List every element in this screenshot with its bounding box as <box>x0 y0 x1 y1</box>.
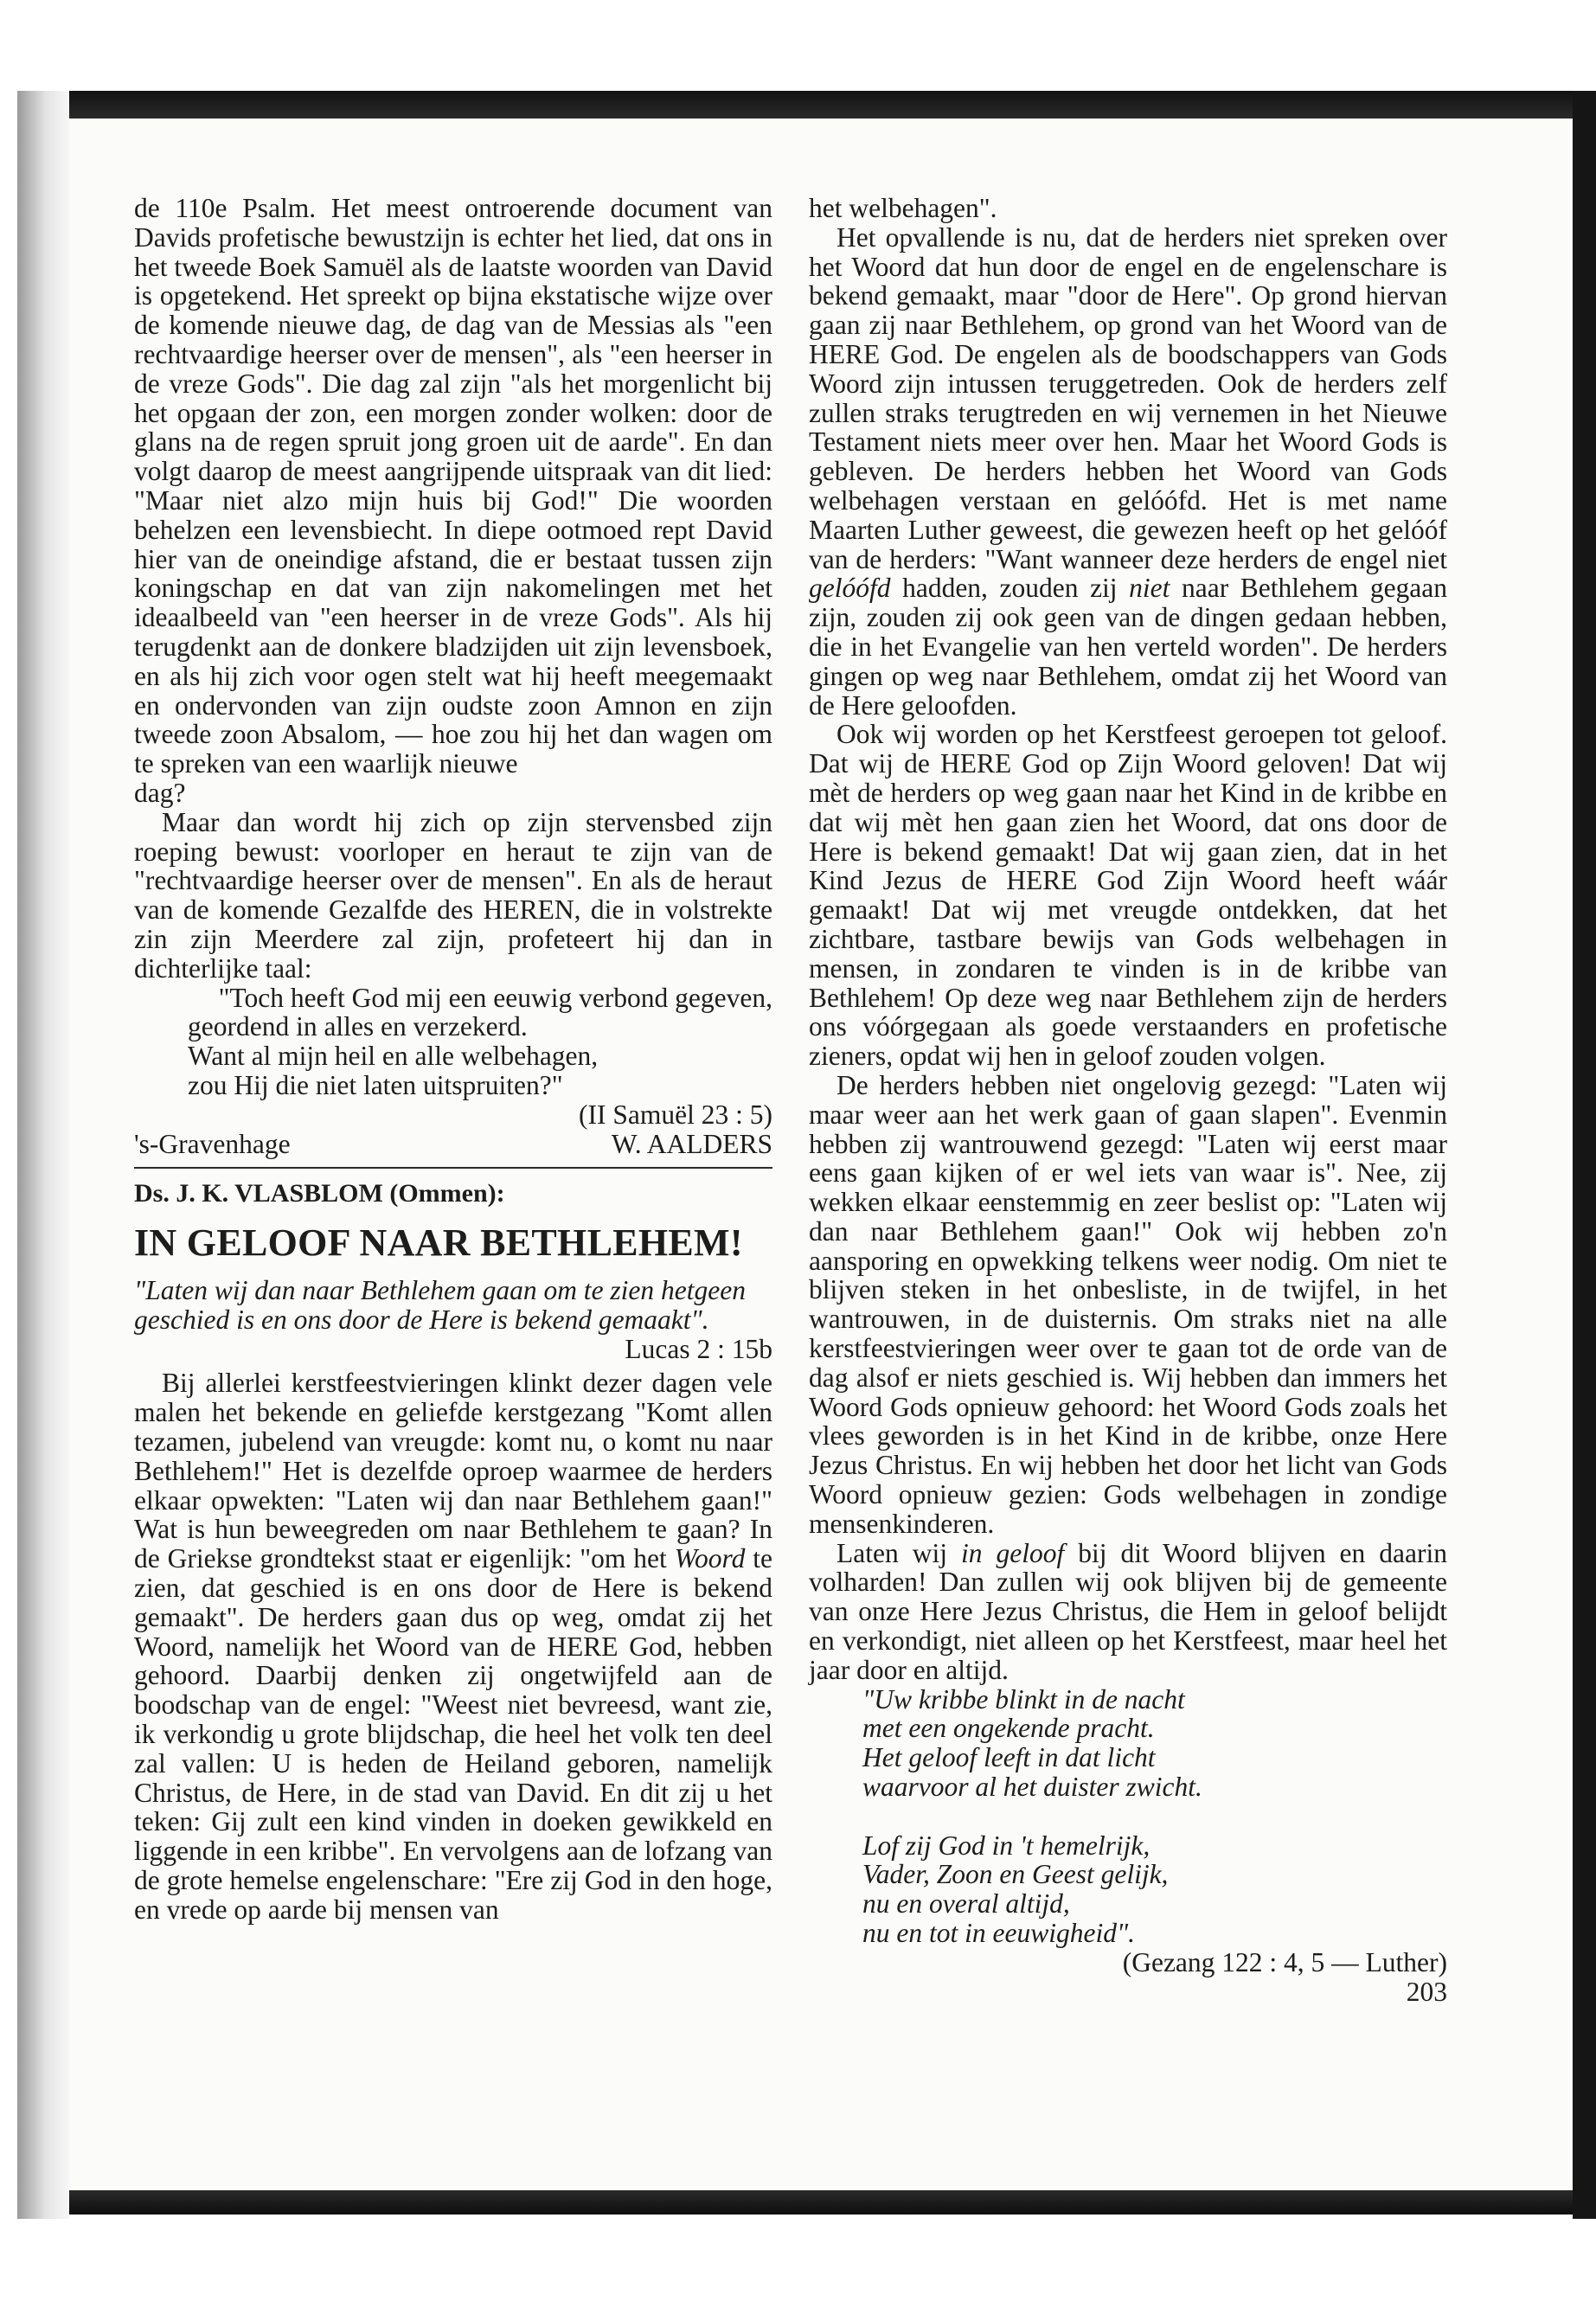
paragraph-continuation: het welbehagen". <box>809 193 997 223</box>
text-run: Laten wij <box>836 1537 947 1568</box>
article-author: Ds. J. K. VLASBLOM (Ommen): <box>134 1179 505 1208</box>
hymn-line: "Uw kribbe blinkt in de nacht <box>862 1683 1185 1715</box>
paragraph-roeping: Maar dan wordt hij zich op zijn stervensbed zijn roeping bewust: voorloper en heraut te zijn van de "rechtvaardige heerser over de mensen". En als de heraut van de komende Gezalfde des HEREN, die in volstrekte zin zijn Meerdere zal zijn, profeteert hij dan in dichterlijke taal: <box>134 806 772 984</box>
hymn-verse-2 <box>809 1831 1447 1948</box>
paragraph-in-geloof <box>809 1539 1447 1685</box>
scan-border-bottom <box>17 2190 1596 2214</box>
poem-line: Want al mijn heil en alle welbehagen, <box>188 1041 599 1072</box>
right-column <box>809 194 1447 2006</box>
book-spine-shadow <box>17 91 69 2219</box>
hymn-line: nu en tot in eeuwigheid". <box>862 1918 1136 1949</box>
paragraph-kerstgezang <box>134 1368 772 1924</box>
emphasis-woord: Woord <box>674 1543 746 1574</box>
page-number: 203 <box>1406 1976 1447 2007</box>
article-motto: "Laten wij dan naar Bethlehem gaan om te zien hetgeen geschied is en ons door de Here is bekend gemaakt". <box>134 1275 746 1335</box>
hymn-reference: (Gezang 122 : 4, 5 — Luther) <box>1122 1946 1447 1977</box>
text-run: Het opvallende is nu, dat de herders niet spreken over het Woord dat hun door de engel en de engelenschare is bekend gemaakt, maar "door de Here". Op grond hiervan gaan zij naar Bethlehem, op grond van het Woord van de HERE God. De engelen als de boodschappers van Gods Woord zijn intussen teruggetreden. Ook de herders zelf zullen straks terugtreden en wij vernemen in het Nieuwe Testament niets meer over hen. Maar het Woord Gods is gebleven. De herders hebben het Woord van Gods welbehagen verstaan en gelóófd. Het is met name Maarten Luther geweest, die gewezen heeft op het gelóóf van de herders: "Want wanneer deze herders de engel niet <box>809 221 1447 574</box>
paragraph-niet-ongelovig: De herders hebben niet ongelovig gezegd: "Laten wij maar weer aan het werk gaan of gaan slapen". Evenmin hebben zij wantrouwend gezegd: "Laten wij eerst maar eens gaan kijken of er wel iets van waar is". Nee, zij wekken elkaar eenstemmig en zeer beslist op: "Laten wij dan naar Bethlehem gaan!" Ook wij hebben zo'n aansporing en opwekking telkens weer nodig. Om niet te blijven steken in het onbesliste, in de twijfel, in het wantrouwen, in de duisternis. Om straks niet na alle kerstfeestvieringen weer over te gaan tot de orde van de dag alsof er niets geschied is. Wij hebben dan immers het Woord Gods opnieuw gehoord: het Woord Gods zoals het vlees geworden is in het Kind in de kribbe, onze Here Jezus Christus. En wij hebben het door het licht van Gods Woord opnieuw gezien: Gods welbehagen in zondige mensenkinderen. <box>809 1069 1447 1539</box>
text-run: Bij allerlei kerstfeestvieringen klinkt dezer dagen vele malen het bekende en geliefde kerstgezang "Komt allen tezamen, jubelend van vreugde: komt nu, o komt nu naar Bethlehem!" Het is dezelfde oproep waarmee de herders elkaar opwekten: "Laten wij dan naar Bethlehem gaan!" Wat is hun beweegreden om naar Bethlehem te gaan? In de Griekse grondtekst staat er eigenlijk: "om het <box>134 1368 772 1574</box>
emphasis-in-geloof: in geloof <box>960 1537 1065 1568</box>
left-column <box>134 194 772 1925</box>
samuel-poem <box>134 984 772 1100</box>
hymn-line: Het geloof leeft in dat licht <box>862 1742 1156 1773</box>
emphasis-geloofd: gelóófd <box>809 573 891 604</box>
text-run: bij dit Woord blijven en daarin volharden! Dan zullen wij ook blijven bij de gemeente van onze Here Jezus Christus, die Hem in geloof belijdt en verkondigt, niet alleen op het Kerstfeest, maar heel het jaar door en altijd. <box>809 1537 1447 1685</box>
poem-reference: (II Samuël 23 : 5) <box>579 1099 772 1130</box>
poem-line: geordend in alles en verzekerd. <box>188 1011 528 1042</box>
hymn-line: waarvoor al het duister zwicht. <box>862 1772 1202 1803</box>
signature-place: 's-Gravenhage <box>134 1128 291 1159</box>
paragraph-psalm-intro: de 110e Psalm. Het meest ontroerende document van Davids profetische bewustzijn is echter het lied, dat ons in het tweede Boek Samuël als de laatste woorden van David is opgetekend. Het spreekt op bijna ekstatische wijze over de komende nieuwe dag, de dag van de Messias als "een rechtvaardige heerser over de mensen", als "een heerser in de vreze Gods". Die dag zal zijn "als het morgenlicht bij het opgaan der zon, een morgen zonder wolken: door de glans na de regen spruit jong groen uit de aarde". En dan volgt daarop de meest aangrijpende uitspraak van dit lied: "Maar niet alzo mijn huis bij God!" Die woorden behelzen een levensbiecht. In diepe ootmoed rept David hier van de oneindige afstand, die er bestaat tussen zijn koningschap en dat van zijn nakomelingen met het ideaalbeeld van "een heerser in de vreze Gods". Als hij terugdenkt aan de donkere bladzijden uit zijn levensboek, en als hij zich voor ogen stelt wat hij heeft meegemaakt en ondervonden van zijn oudste zoon Amnon en zijn tweede zoon Absalom, — hoe zou hij het dan wagen om te spreken van een waarlijk nieuwe <box>134 193 772 779</box>
text-run: te zien, dat geschied is en ons door de Here is bekend gemaakt". De herders gaan dus op weg, omdat zij het Woord, namelijk het Woord van de HERE God, hebben gehoord. Daarbij denken zij ongetwijfeld aan de boodschap van de engel: "Weest niet bevreesd, want zie, ik verkondig u grote blijdschap, die heel het volk ten deel zal vallen: U is heden de Heiland geboren, namelijk Christus, de Here, in de stad van David. En dit zij u het teken: Gij zult een kind vinden in doeken gewikkeld en liggende in een kribbe". En vervolgens aan de lofzang van de grote hemelse engelenschare: "Ere zij God in den hoge, en vrede op aarde bij mensen van <box>134 1543 773 1925</box>
hymn-line: Lof zij God in 't hemelrijk, <box>862 1830 1151 1861</box>
article-headline: IN GELOOF NAAR BETHLEHEM! <box>134 1221 743 1265</box>
poem-line: "Toch heeft God mij een eeuwig verbond gegeven, <box>218 982 772 1013</box>
hymn-line: met een ongekende pracht. <box>862 1713 1155 1744</box>
hymn-line: nu en overal altijd, <box>862 1888 1070 1920</box>
paragraph-geroepen-tot-geloof: Ook wij worden op het Kerstfeest geroepen tot geloof. Dat wij de HERE God op Zijn Woord geloven! Dat wij mèt de herders op weg gaan naar het Kind in de kribbe en dat wij mèt hen gaan zien het Woord, dat ons door de Here is bekend gemaakt! Dat wij gaan zien, dat in het Kind Jezus de HERE God Zijn Woord heeft wáár gemaakt! Dat wij met vreugde ontdekken, dat het zichtbare, tastbare bewijs van Gods welbehagen in mensen, in zondaren te vinden is in de kribbe van Bethlehem! Op deze weg naar Bethlehem zijn de herders ons vóórgegaan als goede verstaanders en profetische zieners, opdat wij hen in geloof zouden volgen. <box>809 719 1447 1072</box>
motto-reference: Lucas 2 : 15b <box>625 1333 772 1364</box>
hymn-line: Vader, Zoon en Geest gelijk, <box>862 1859 1169 1890</box>
poem-line: zou Hij die niet laten uitspruiten?" <box>188 1069 563 1100</box>
section-divider <box>134 1167 772 1169</box>
hymn-verse-1 <box>809 1685 1447 1802</box>
paragraph-herders-woord <box>809 223 1447 721</box>
paragraph-psalm-intro-end: dag? <box>134 777 186 808</box>
signature-line <box>134 1130 772 1159</box>
text-run: naar Bethlehem gegaan zijn, zouden zij ook geen van de dingen gedaan hebben, die in het Evangelie van hen verteld worden". De herders gingen op weg naar Bethlehem, omdat zij het Woord van de Here geloofden. <box>809 573 1448 721</box>
text-run: hadden, zouden zij <box>902 573 1118 604</box>
scan-border-right <box>1573 91 1596 2219</box>
scan-border-top <box>17 91 1596 119</box>
signature-name: W. AALDERS <box>611 1128 772 1159</box>
emphasis-niet: niet <box>1129 573 1170 604</box>
